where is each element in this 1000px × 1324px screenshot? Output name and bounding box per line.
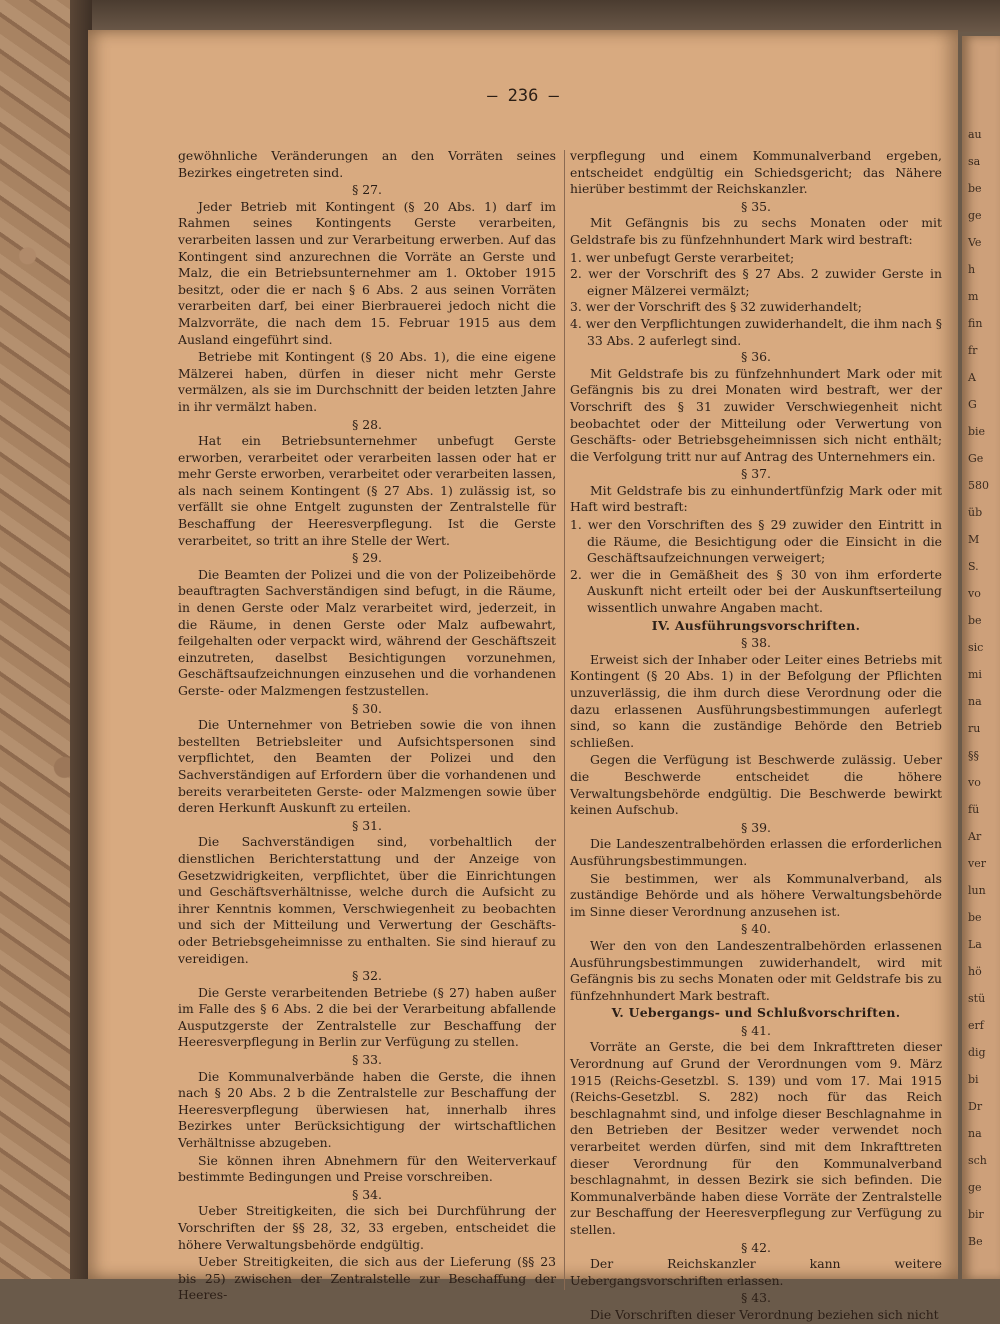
paragraph: Betriebe mit Kontingent (§ 20 Abs. 1), die eine eigene Mälzerei haben, dürfen in dieser nicht mehr Gerste vermälzen, als sie im Durchschnitt der beiden letzten Jahre in ihr vermälzt haben. xyxy=(178,349,556,414)
list-item: 2. wer der Vorschrift des § 27 Abs. 2 zuwider Gerste in eigner Mälzerei vermälzt; xyxy=(570,266,942,298)
margin-fragment: na xyxy=(968,1127,982,1140)
margin-fragment: Ge xyxy=(968,452,984,465)
margin-fragment: au xyxy=(968,128,982,141)
margin-fragment: Ar xyxy=(968,830,982,843)
paragraph: Wer den von den Landeszentralbehörden erlassenen Ausführungsbestimmungen zuwiderhandelt, wird mit Gefängnis bis zu sechs Monaten oder mit Geldstrafe bis zu fünfzehnhundert Mark bestraft. xyxy=(570,937,942,1003)
margin-fragment: G xyxy=(968,398,977,411)
margin-fragment: vo xyxy=(968,776,981,789)
paragraph: Sie bestimmen, wer als Kommunalverband, als zuständige Behörde und als höhere Verwaltungsbehörde im Sinne dieser Verordnung anzusehen ist. xyxy=(570,870,942,919)
margin-fragment: Ve xyxy=(968,236,982,249)
margin-fragment: fü xyxy=(968,803,980,816)
paragraph: Die Kommunalverbände haben die Gerste, die ihnen nach § 20 Abs. 2 b die Zentralstelle zur Beschaffung der Heeresverpflegung überwiesen hat, innerhalb ihres Bezirkes unter Berücksichtigung der wirtschaftlichen Verhältnisse abzugeben. xyxy=(178,1068,556,1151)
left-column xyxy=(178,148,557,1303)
margin-fragment: Be xyxy=(968,1235,983,1248)
list-item: 1. wer den Vorschriften des § 29 zuwider den Eintritt in die Räume, die Besichtigung oder die Einsicht in die Geschäftsaufzeichnungen verweigert; xyxy=(570,517,942,566)
paragraph: Die Gerste verarbeitenden Betriebe (§ 27) haben außer im Falle des § 6 Abs. 2 die bei der Verarbeitung abfallende Ausputzgerste der Zentralstelle zur Beschaffung der Heeresverpflegung in Berlin zur Verfügung zu stellen. xyxy=(178,984,556,1050)
margin-fragment: S. xyxy=(968,560,979,573)
paragraph: Ueber Streitigkeiten, die sich aus der Lieferung (§§ 23 bis 25) zwischen der Zentralstelle zur Beschaffung der Heeres- xyxy=(178,1254,556,1303)
paragraph: Mit Geldstrafe bis zu einhundertfünfzig Mark oder mit Haft wird bestraft: xyxy=(570,482,942,515)
margin-fragment: M xyxy=(968,533,980,546)
margin-fragment: stü xyxy=(968,992,986,1005)
margin-fragment: ver xyxy=(968,857,986,870)
margin-fragment: sic xyxy=(968,641,984,654)
paragraph: gewöhnliche Veränderungen an den Vorräten seines Bezirkes eingetreten sind. xyxy=(178,148,556,180)
section-number: § 29. xyxy=(352,550,382,566)
list-item: 4. wer den Verpflichtungen zuwiderhandelt, die ihm nach § 33 Abs. 2 auferlegt sind. xyxy=(570,315,942,348)
margin-fragment: be xyxy=(968,614,982,627)
section-number: § 35. xyxy=(741,198,771,214)
section-heading: IV. Ausführungsvorschriften. xyxy=(651,617,861,633)
section-number: § 36. xyxy=(741,349,771,365)
margin-fragment: sch xyxy=(968,1154,987,1167)
paragraph: Gegen die Verfügung ist Beschwerde zulässig. Ueber die Beschwerde entscheidet die höhere Verwaltungsbehörde endgültig. Die Beschwerde bewirkt keinen Aufschub. xyxy=(570,752,942,818)
section-number: § 39. xyxy=(741,819,771,835)
paragraph: Erweist sich der Inhaber oder Leiter eines Betriebs mit Kontingent (§ 20 Abs. 1) in der Befolgung der Pflichten unzuverlässig, die ihm durch diese Verordnung oder die dazu erlassenen Ausführungsbestimmungen auferlegt sind, so kann die zuständige Behörde den Betrieb schließen. xyxy=(570,651,942,750)
margin-fragment: bir xyxy=(968,1208,984,1221)
paragraph: Ueber Streitigkeiten, die sich bei Durchführung der Vorschriften der §§ 28, 32, 33 ergeben, entscheidet die höhere Verwaltungsbehörde endgültig. xyxy=(178,1203,556,1252)
margin-fragment: bie xyxy=(968,425,986,438)
section-number: § 30. xyxy=(352,700,382,716)
page-number: — 236 — xyxy=(487,86,559,106)
next-page-edge xyxy=(962,36,1000,1279)
paragraph: Jeder Betrieb mit Kontingent (§ 20 Abs. 1) darf im Rahmen seines Kontingents Gerste verarbeiten, verarbeiten lassen und zur Verarbeitung erwerben. Auf das Kontingent sind anzurechnen die Vorräte an Gerste und Malz, die ein Betriebsunternehmer am 1. Oktober 1915 besitzt, oder die er nach § 6 Abs. 2 aus seinen Vorräten verarbeiten darf, bei einer Bierbrauerei jedoch nicht die Malzvorräte, die nach dem 15. Februar 1915 aus dem Ausland eingeführt sind. xyxy=(178,198,556,347)
margin-fragment: dig xyxy=(968,1046,986,1059)
margin-fragment: h xyxy=(968,263,976,276)
paragraph: Der Reichskanzler kann weitere Uebergangsvorschriften erlassen. xyxy=(570,1256,942,1288)
section-number: § 27. xyxy=(352,182,382,198)
section-number: § 37. xyxy=(741,466,771,482)
section-number: § 32. xyxy=(352,968,382,984)
section-number: § 33. xyxy=(352,1052,382,1068)
margin-fragment: sa xyxy=(968,155,981,168)
book-cover-marbled xyxy=(0,0,92,1279)
section-number: § 34. xyxy=(352,1186,382,1202)
paragraph: Mit Geldstrafe bis zu fünfzehnhundert Mark oder mit Gefängnis bis zu drei Monaten wird bestraft, wer der Vorschrift des § 31 zuwider Verschwiegenheit nicht beobachtet oder der Mitteilung oder Verwertung von Geschäfts- oder Betriebsgeheimnissen sich nicht enthält; die Verfolgung tritt nur auf Antrag des Unternehmers ein. xyxy=(570,365,942,464)
paragraph: Die Unternehmer von Betrieben sowie die von ihnen bestellten Betriebsleiter und Aufsichtspersonen sind verpflichtet, den Beamten der Polizei und den Sachverständigen auf Erfordern über die vorhandenen und bereits verarbeiteten Gerste- oder Malzmengen sowie über deren Herkunft Auskunft zu erteilen. xyxy=(178,717,556,816)
paragraph: Mit Gefängnis bis zu sechs Monaten oder mit Geldstrafe bis zu fünfzehnhundert Mark wird bestraft: xyxy=(570,215,942,247)
margin-fragment: ge xyxy=(968,209,982,222)
paragraph: Sie können ihren Abnehmern für den Weiterverkauf bestimmte Bedingungen und Preise vorschreiben. xyxy=(178,1152,556,1185)
paragraph: Die Landeszentralbehörden erlassen die erforderlichen Ausführungsbestimmungen. xyxy=(570,836,942,868)
margin-fragment: §§ xyxy=(968,749,979,762)
margin-fragment: vo xyxy=(968,587,981,600)
paragraph: Die Vorschriften dieser Verordnung beziehen sich nicht xyxy=(590,1306,939,1322)
margin-fragment: üb xyxy=(968,506,983,519)
list-item: 1. wer unbefugt Gerste verarbeitet; xyxy=(570,249,795,265)
column-divider xyxy=(564,150,565,1290)
margin-fragment: lun xyxy=(968,884,986,897)
margin-fragment: fr xyxy=(968,344,978,357)
section-heading: V. Uebergangs- und Schlußvorschriften. xyxy=(611,1005,901,1021)
margin-fragment: ge xyxy=(968,1181,982,1194)
margin-fragment: ru xyxy=(968,722,981,735)
margin-fragment: bi xyxy=(968,1073,979,1086)
paragraph: Hat ein Betriebsunternehmer unbefugt Gerste erworben, verarbeitet oder verarbeiten lassen oder hat er mehr Gerste erworben, verarbeitet oder verarbeiten lassen, als nach seinem Kontingent (§ 27 Abs. 1) zulässig ist, so verfällt sie ohne Entgelt zugunsten der Zentralstelle für Beschaffung der Heeresverpflegung. Ist die Gerste verarbeitet, so tritt an ihre Stelle der Wert. xyxy=(178,433,557,548)
paragraph: Vorräte an Gerste, die bei dem Inkrafttreten dieser Verordnung auf Grund der Verordnungen vom 9. März 1915 (Reichs-Gesetzbl. S. 139) und vom 17. Mai 1915 (Reichs-Gesetzbl. S. 282) noch für das Reich beschlagnahmt sind, und infolge dieser Beschlagnahme in den Betrieben der Besitzer weder verwendet noch verarbeitet werden dürfen, sind mit dem Inkrafttreten dieser Verordnung für den Kommunalverband beschlagnahmt, in dessen Bezirk sie sich befinden. Die Kommunalverbände haben diese Vorräte der Zentralstelle zur Beschaffung der Heeresverpflegung zur Verfügung zu stellen. xyxy=(570,1039,942,1237)
margin-fragment: na xyxy=(968,695,982,708)
margin-fragment: Dr xyxy=(968,1100,983,1113)
paragraph: Die Beamten der Polizei und die von der Polizeibehörde beauftragten Sachverständigen sind befugt, in die Räume, in denen Gerste oder Malz verarbeitet wird, jederzeit, in die Räume, in denen Gerste oder Malz aufbewahrt, feilgehalten oder verpackt wird, während der Geschäftszeit einzutreten, daselbst Besichtigungen vorzunehmen, Geschäftsaufzeichnungen einzusehen und die vorhandenen Gerste- oder Malzmengen festzustellen. xyxy=(178,566,556,698)
margin-fragment: A xyxy=(968,371,976,384)
section-number: § 41. xyxy=(741,1022,771,1038)
section-number: § 28. xyxy=(352,416,382,432)
book-page xyxy=(88,30,958,1322)
list-item: 3. wer der Vorschrift des § 32 zuwiderhandelt; xyxy=(570,299,862,315)
paragraph: Die Sachverständigen sind, vorbehaltlich der dienstlichen Berichterstattung und der Anzeige von Gesetzwidrigkeiten, verpflichtet, über die Einrichtungen und Geschäftsverhältnisse, welche durch die Aufsicht zu ihrer Kenntnis kommen, Verschwiegenheit zu beobachten und sich der Mitteilung und Verwertung der Geschäfts- oder Betriebsgeheimnisse zu enthalten. Sie sind hierauf zu vereidigen. xyxy=(178,834,556,966)
book-cover-top xyxy=(0,0,1000,32)
section-number: § 38. xyxy=(741,635,771,651)
section-number: § 31. xyxy=(352,817,382,833)
list-item: 2. wer die in Gemäßheit des § 30 von ihm erforderte Auskunft nicht erteilt oder bei der Auskunftserteilung wissentlich unwahre Angaben macht. xyxy=(570,566,942,616)
margin-fragment: hö xyxy=(968,965,982,978)
margin-fragment: m xyxy=(968,290,979,303)
paragraph: verpflegung und einem Kommunalverband ergeben, entscheidet endgültig ein Schiedsgericht; das Nähere hierüber bestimmt der Reichskanzler. xyxy=(570,148,942,197)
margin-fragment: 580 xyxy=(968,479,989,492)
margin-fragment: erf xyxy=(968,1019,984,1032)
margin-fragment: be xyxy=(968,911,982,924)
margin-fragment: mi xyxy=(968,668,982,681)
section-number: § 43. xyxy=(741,1290,771,1306)
section-number: § 40. xyxy=(741,921,771,937)
margin-fragment: be xyxy=(968,182,982,195)
section-number: § 42. xyxy=(741,1239,771,1255)
margin-fragment: fin xyxy=(968,317,983,330)
right-column xyxy=(570,148,942,1322)
margin-fragment: La xyxy=(968,938,982,951)
